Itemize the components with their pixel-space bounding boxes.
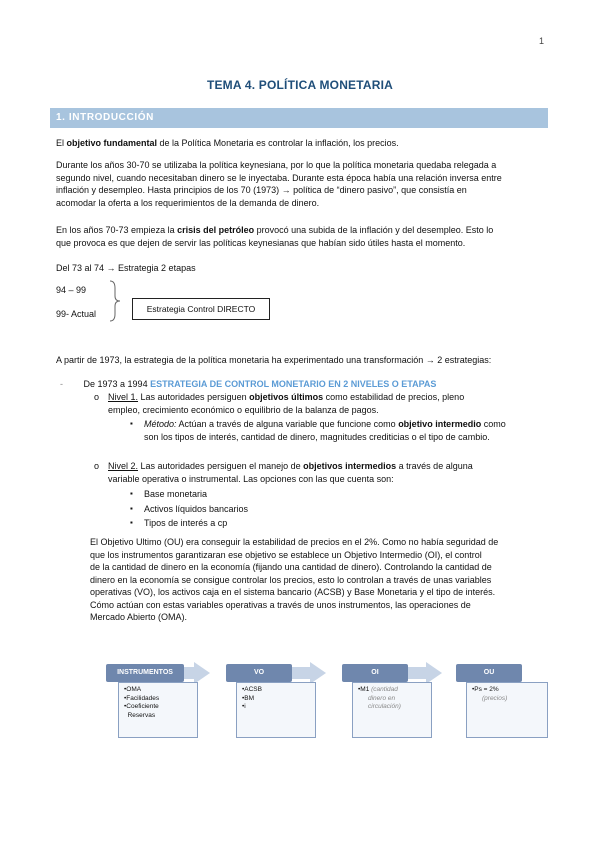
card-note: circulación) [368, 703, 401, 710]
card-line: •ACSB [242, 686, 262, 693]
level-2-item [94, 460, 546, 485]
highlight-text: ESTRATEGIA DE CONTROL MONETARIO EN 2 NIVELES O ETAPAS [150, 379, 437, 389]
period-label: 94 – 99 [56, 285, 87, 295]
option-item [130, 503, 444, 516]
option-item [130, 488, 444, 501]
page-number: 1 [538, 36, 544, 46]
level-2-options [130, 488, 444, 530]
curly-brace [108, 280, 122, 322]
line: de la cantidad de dinero en la economía (fijando una cantidad de dinero). Controlando la cantidad de [90, 562, 492, 572]
paragraph-objetivos [90, 536, 546, 624]
text: como [481, 419, 506, 429]
diagram-header-ou: OU [456, 664, 522, 682]
square-bullet: ▪ [130, 518, 133, 527]
bold-text: objetivo fundamental [66, 138, 158, 148]
paragraph-keynesiana [56, 159, 546, 209]
paragraph-estrategias: A partir de 1973, la estrategia de la política monetaria ha experimentado una transformación → 2 estrategias: [56, 355, 492, 365]
section-title: 1. INTRODUCCIÓN [56, 112, 154, 123]
card-note: dinero en [368, 694, 396, 702]
text: como estabilidad de precios, pleno [323, 392, 465, 402]
card-line: •Ps = 2% [472, 686, 499, 693]
line: variable operativa o instrumental. Las opciones con las que cuenta son: [108, 473, 394, 484]
card-note: (precios) [482, 694, 508, 702]
strategy-item [60, 378, 540, 391]
card-line: •i [242, 703, 246, 710]
section-header [50, 108, 548, 128]
line: son los tipos de interés, cantidad de dinero, magnitudes crediticias o el tipo de cambio. [144, 431, 490, 442]
paragraph-objetivo [56, 137, 546, 150]
square-bullet: ▪ [130, 503, 133, 513]
bold-text: objetivos últimos [249, 392, 324, 402]
diagram-card-oi [352, 682, 432, 738]
card-line: •OMA [124, 686, 142, 693]
square-bullet: ▪ [130, 419, 133, 428]
diagram-header-oi: OI [342, 664, 408, 682]
text: Base monetaria [144, 489, 208, 499]
line: Cómo actúan con estas variables operativas a través de unos instrumentos, las operaciones de [90, 599, 471, 610]
line: Mercado Abierto (OMA). [90, 612, 188, 622]
text: Las autoridades persiguen [138, 392, 250, 402]
level-1-item [94, 391, 546, 416]
diagram-card-ou [466, 682, 548, 738]
underlined-label: Nivel 2. [108, 461, 139, 471]
text: a través de alguna [396, 461, 473, 471]
line: dinero en la economía se consigue controlar los precios, esto lo controlan a través de unas variables [90, 574, 492, 585]
method-item [130, 418, 546, 443]
text: Actúan a través de alguna variable que funcione como [176, 419, 399, 429]
arrow-right-icon [310, 662, 326, 684]
card-line: •BM [242, 694, 255, 702]
diagram-card-vo [236, 682, 316, 738]
control-strategy-box: Estrategia Control DIRECTO [132, 298, 270, 320]
arrow-shaft [292, 667, 312, 679]
line: operativas (VO), los activos caja en el sistema bancario (ACSB) y Base Monetaria y el tipo de interés. [90, 587, 496, 597]
period-label: 99- Actual [56, 309, 97, 319]
line: acomodar la oferta a los requerimientos de la demanda de dinero. [56, 197, 320, 208]
bold-text: objetivos intermedios [303, 461, 397, 471]
line: empleo, crecimiento económico o equilibrio de la balanza de pagos. [108, 404, 379, 415]
paragraph-crisis [56, 224, 546, 249]
line: segundo nivel, cuando necesitaban dinero se le inyectaba. Durante esta época había una relación inversa entre [56, 172, 502, 183]
text: Tipos de interés a cp [144, 518, 228, 528]
line: inflación y desempleo. Hasta principios de los 70 (1973) → política de “dinero pasivo”, que consistía en [56, 185, 467, 195]
card-note: (cantidad [371, 686, 398, 693]
text: Las autoridades persiguen el manejo de [138, 461, 304, 471]
line: que provoca es que dejen de servir las políticas keynesianas que habían sido útiles hasta el momento. [56, 237, 466, 248]
paragraph-73-74: Del 73 al 74 → Estrategia 2 etapas [56, 263, 196, 273]
line: que los instrumentos garantizaran ese objetivo se establece un Objetivo Intermedio (OI), el control [90, 549, 482, 560]
diagram-header-instrumentos: INSTRUMENTOS [106, 664, 184, 682]
text: de la Política Monetaria es controlar la inflación, los precios. [157, 138, 399, 148]
text: El [56, 138, 67, 148]
circle-bullet: o [94, 461, 100, 471]
card-line: •Facilidades [124, 694, 160, 702]
arrow-shaft [408, 667, 428, 679]
circle-bullet: o [94, 392, 100, 402]
underlined-label: Nivel 1. [108, 392, 139, 402]
text: Activos líquidos bancarios [144, 503, 249, 514]
page-title: TEMA 4. POLÍTICA MONETARIA [206, 78, 394, 92]
line: Durante los años 30-70 se utilizaba la política keynesiana, por lo que la política monetaria quedaba relegada a [56, 160, 497, 170]
italic-label: Método: [144, 419, 177, 429]
flow-diagram [106, 664, 553, 754]
arrow-right-icon [426, 662, 442, 684]
card-line: •M1 [358, 686, 370, 693]
bold-text: crisis del petróleo [177, 225, 255, 235]
square-bullet: ▪ [130, 489, 133, 498]
card-line: •Coeficiente [124, 703, 159, 710]
diagram-card-instrumentos [118, 682, 198, 738]
text: provocó una subida de la inflación y del desempleo. Esto lo [254, 225, 494, 235]
card-line: Reservas [124, 711, 156, 719]
bold-text: objetivo intermedio [398, 419, 482, 429]
text: En los años 70-73 empieza la [56, 225, 178, 235]
arrow-right-icon [194, 662, 210, 684]
dash-bullet: - [60, 379, 63, 389]
line: El Objetivo Ultimo (OU) era conseguir la estabilidad de precios en el 2%. Como no había seguridad de [90, 537, 499, 547]
option-item [130, 517, 444, 530]
diagram-header-vo: VO [226, 664, 292, 682]
text: De 1973 a 1994 [83, 379, 151, 389]
